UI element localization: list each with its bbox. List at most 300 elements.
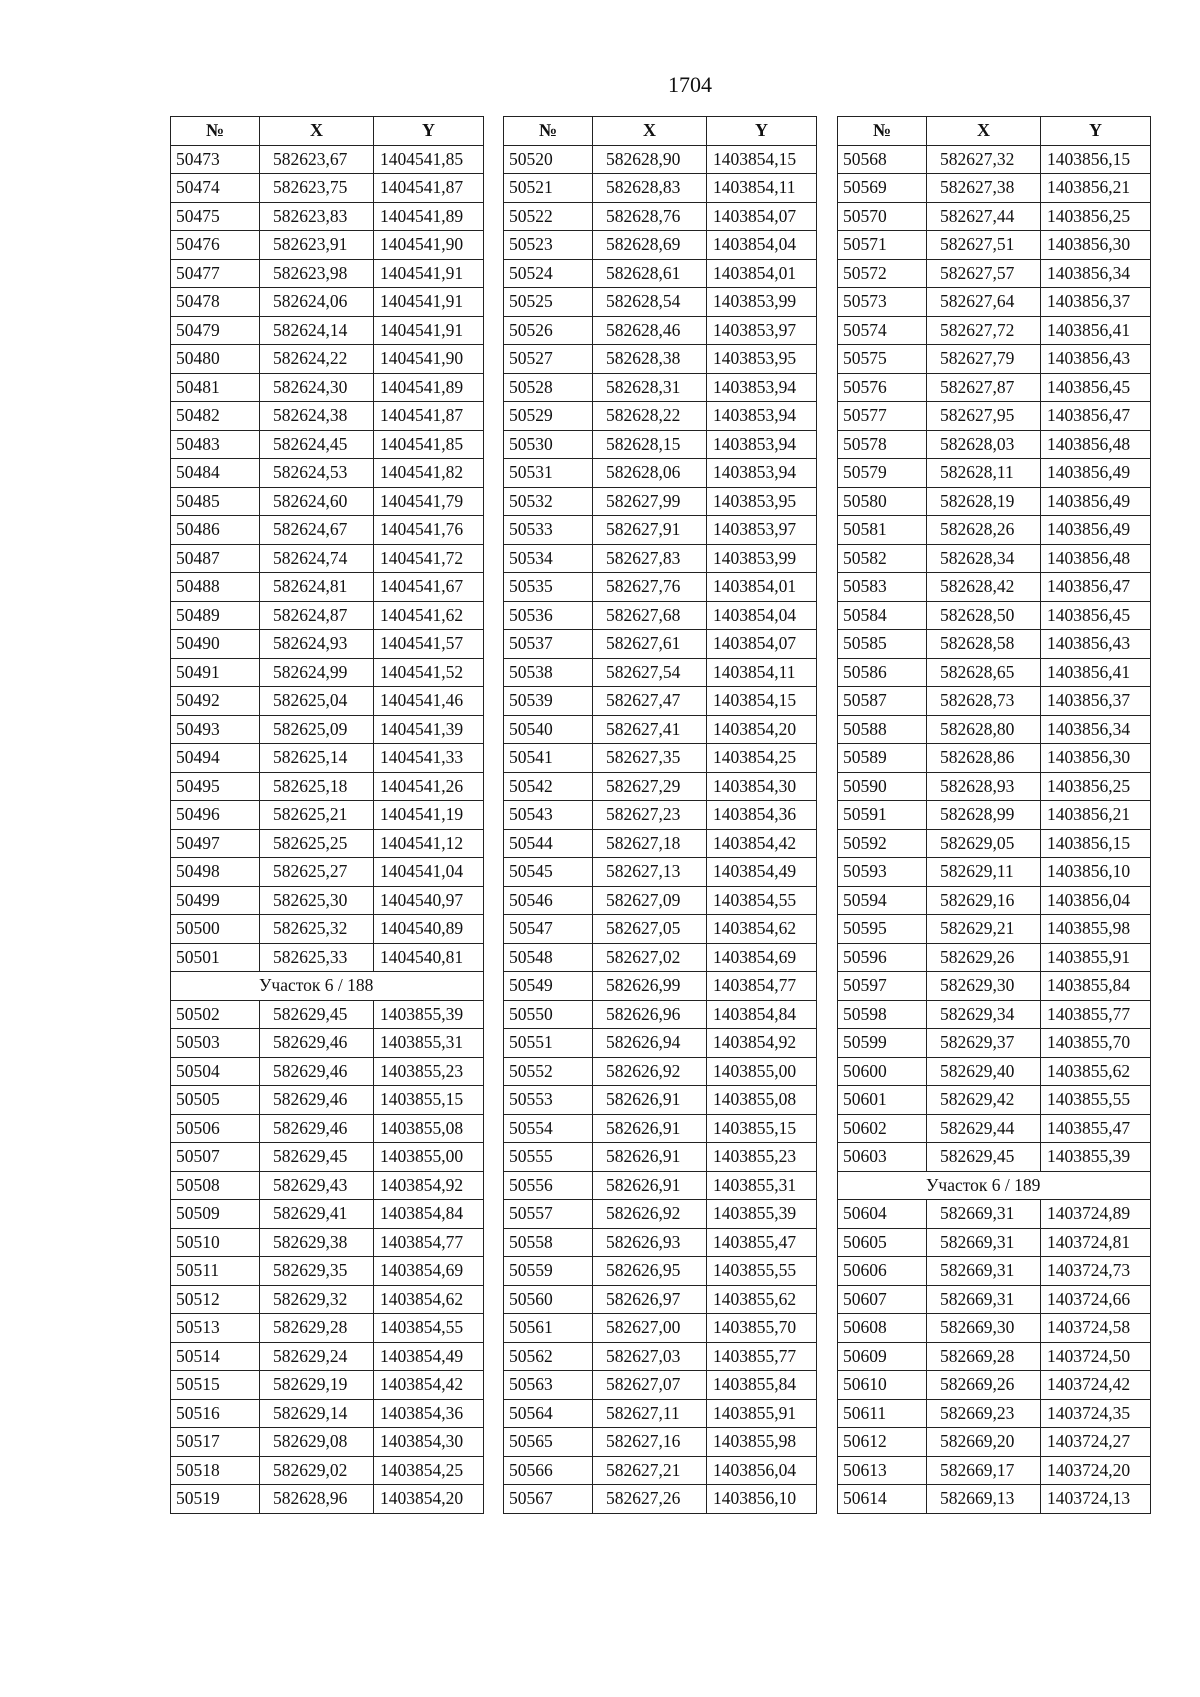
y-coordinate-cell: 1403853,99 <box>707 288 817 317</box>
table-row <box>838 601 1151 630</box>
table-row <box>838 1086 1151 1115</box>
point-number-cell: 50584 <box>838 601 927 630</box>
point-number-cell: 50564 <box>504 1399 593 1428</box>
y-coordinate-cell: 1403855,08 <box>374 1114 484 1143</box>
x-coordinate-cell: 582627,47 <box>593 687 707 716</box>
point-number-cell: 50604 <box>838 1200 927 1229</box>
y-coordinate-cell: 1403724,66 <box>1041 1285 1151 1314</box>
header-y: Y <box>374 117 484 146</box>
y-coordinate-cell: 1404541,89 <box>374 202 484 231</box>
table-row <box>171 1057 484 1086</box>
table-row <box>504 658 817 687</box>
x-coordinate-cell: 582625,27 <box>260 858 374 887</box>
x-coordinate-cell: 582629,40 <box>927 1057 1041 1086</box>
table-row <box>504 1029 817 1058</box>
point-number-cell: 50491 <box>171 658 260 687</box>
table-row <box>171 772 484 801</box>
table-row <box>171 630 484 659</box>
y-coordinate-cell: 1403853,94 <box>707 373 817 402</box>
y-coordinate-cell: 1403724,35 <box>1041 1399 1151 1428</box>
x-coordinate-cell: 582626,91 <box>593 1143 707 1172</box>
point-number-cell: 50535 <box>504 573 593 602</box>
x-coordinate-cell: 582628,19 <box>927 487 1041 516</box>
point-number-cell: 50522 <box>504 202 593 231</box>
point-number-cell: 50509 <box>171 1200 260 1229</box>
table-row <box>838 373 1151 402</box>
x-coordinate-cell: 582629,08 <box>260 1428 374 1457</box>
table-row <box>171 1342 484 1371</box>
x-coordinate-cell: 582627,29 <box>593 772 707 801</box>
y-coordinate-cell: 1403855,39 <box>707 1200 817 1229</box>
table-row <box>504 1000 817 1029</box>
table-row <box>171 373 484 402</box>
table-row <box>838 801 1151 830</box>
x-coordinate-cell: 582626,91 <box>593 1114 707 1143</box>
y-coordinate-cell: 1403854,55 <box>707 886 817 915</box>
point-number-cell: 50504 <box>171 1057 260 1086</box>
point-number-cell: 50533 <box>504 516 593 545</box>
y-coordinate-cell: 1403854,01 <box>707 259 817 288</box>
table-row <box>504 630 817 659</box>
table-row <box>504 573 817 602</box>
x-coordinate-cell: 582669,31 <box>927 1285 1041 1314</box>
point-number-cell: 50505 <box>171 1086 260 1115</box>
y-coordinate-cell: 1403853,94 <box>707 459 817 488</box>
y-coordinate-cell: 1403854,55 <box>374 1314 484 1343</box>
point-number-cell: 50545 <box>504 858 593 887</box>
point-number-cell: 50601 <box>838 1086 927 1115</box>
y-coordinate-cell: 1403854,11 <box>707 658 817 687</box>
point-number-cell: 50605 <box>838 1228 927 1257</box>
table-row <box>171 573 484 602</box>
table-row <box>838 345 1151 374</box>
y-coordinate-cell: 1403855,39 <box>374 1000 484 1029</box>
point-number-cell: 50483 <box>171 430 260 459</box>
y-coordinate-cell: 1403856,21 <box>1041 801 1151 830</box>
x-coordinate-cell: 582623,83 <box>260 202 374 231</box>
point-number-cell: 50585 <box>838 630 927 659</box>
x-coordinate-cell: 582629,11 <box>927 858 1041 887</box>
table-row <box>504 744 817 773</box>
point-number-cell: 50608 <box>838 1314 927 1343</box>
y-coordinate-cell: 1404541,85 <box>374 430 484 459</box>
x-coordinate-cell: 582627,26 <box>593 1485 707 1514</box>
point-number-cell: 50475 <box>171 202 260 231</box>
point-number-cell: 50609 <box>838 1342 927 1371</box>
x-coordinate-cell: 582626,92 <box>593 1057 707 1086</box>
y-coordinate-cell: 1403856,43 <box>1041 630 1151 659</box>
x-coordinate-cell: 582628,50 <box>927 601 1041 630</box>
y-coordinate-cell: 1403856,37 <box>1041 288 1151 317</box>
x-coordinate-cell: 582627,07 <box>593 1371 707 1400</box>
point-number-cell: 50559 <box>504 1257 593 1286</box>
y-coordinate-cell: 1403855,47 <box>1041 1114 1151 1143</box>
point-number-cell: 50519 <box>171 1485 260 1514</box>
x-coordinate-cell: 582627,11 <box>593 1399 707 1428</box>
header-no: № <box>171 117 260 146</box>
table-row <box>504 1114 817 1143</box>
x-coordinate-cell: 582625,33 <box>260 943 374 972</box>
point-number-cell: 50565 <box>504 1428 593 1457</box>
point-number-cell: 50534 <box>504 544 593 573</box>
coordinate-table-1 <box>170 116 484 1514</box>
y-coordinate-cell: 1403854,25 <box>374 1456 484 1485</box>
point-number-cell: 50573 <box>838 288 927 317</box>
point-number-cell: 50499 <box>171 886 260 915</box>
point-number-cell: 50544 <box>504 829 593 858</box>
x-coordinate-cell: 582627,35 <box>593 744 707 773</box>
y-coordinate-cell: 1403856,21 <box>1041 174 1151 203</box>
point-number-cell: 50550 <box>504 1000 593 1029</box>
x-coordinate-cell: 582628,34 <box>927 544 1041 573</box>
point-number-cell: 50558 <box>504 1228 593 1257</box>
x-coordinate-cell: 582627,41 <box>593 715 707 744</box>
y-coordinate-cell: 1404541,52 <box>374 658 484 687</box>
x-coordinate-cell: 582623,67 <box>260 145 374 174</box>
y-coordinate-cell: 1403855,91 <box>707 1399 817 1428</box>
table-header-row <box>171 117 484 146</box>
x-coordinate-cell: 582625,21 <box>260 801 374 830</box>
point-number-cell: 50525 <box>504 288 593 317</box>
point-number-cell: 50539 <box>504 687 593 716</box>
y-coordinate-cell: 1403855,62 <box>707 1285 817 1314</box>
point-number-cell: 50588 <box>838 715 927 744</box>
x-coordinate-cell: 582627,44 <box>927 202 1041 231</box>
section-label: Участок 6 / 188 <box>171 972 484 1001</box>
x-coordinate-cell: 582625,18 <box>260 772 374 801</box>
table-row <box>504 915 817 944</box>
point-number-cell: 50602 <box>838 1114 927 1143</box>
point-number-cell: 50529 <box>504 402 593 431</box>
x-coordinate-cell: 582628,80 <box>927 715 1041 744</box>
x-coordinate-cell: 582629,26 <box>927 943 1041 972</box>
table-row <box>838 1200 1151 1229</box>
table-row <box>838 1456 1151 1485</box>
table-row <box>504 544 817 573</box>
point-number-cell: 50597 <box>838 972 927 1001</box>
y-coordinate-cell: 1403854,77 <box>707 972 817 1001</box>
x-coordinate-cell: 582626,91 <box>593 1171 707 1200</box>
x-coordinate-cell: 582628,96 <box>260 1485 374 1514</box>
x-coordinate-cell: 582669,20 <box>927 1428 1041 1457</box>
x-coordinate-cell: 582627,21 <box>593 1456 707 1485</box>
point-number-cell: 50576 <box>838 373 927 402</box>
x-coordinate-cell: 582669,26 <box>927 1371 1041 1400</box>
table-row <box>171 1314 484 1343</box>
table-row <box>171 1000 484 1029</box>
x-coordinate-cell: 582628,93 <box>927 772 1041 801</box>
point-number-cell: 50520 <box>504 145 593 174</box>
table-row <box>171 1029 484 1058</box>
table-row <box>838 1000 1151 1029</box>
x-coordinate-cell: 582626,97 <box>593 1285 707 1314</box>
y-coordinate-cell: 1403855,98 <box>707 1428 817 1457</box>
point-number-cell: 50580 <box>838 487 927 516</box>
table-row <box>171 345 484 374</box>
x-coordinate-cell: 582629,44 <box>927 1114 1041 1143</box>
y-coordinate-cell: 1403853,94 <box>707 430 817 459</box>
x-coordinate-cell: 582629,35 <box>260 1257 374 1286</box>
y-coordinate-cell: 1403853,99 <box>707 544 817 573</box>
x-coordinate-cell: 582628,61 <box>593 259 707 288</box>
y-coordinate-cell: 1403855,55 <box>707 1257 817 1286</box>
point-number-cell: 50476 <box>171 231 260 260</box>
x-coordinate-cell: 582629,41 <box>260 1200 374 1229</box>
table-row <box>171 915 484 944</box>
point-number-cell: 50561 <box>504 1314 593 1343</box>
x-coordinate-cell: 582628,58 <box>927 630 1041 659</box>
x-coordinate-cell: 582624,60 <box>260 487 374 516</box>
y-coordinate-cell: 1404541,26 <box>374 772 484 801</box>
table-row <box>504 1086 817 1115</box>
table-row <box>504 687 817 716</box>
point-number-cell: 50607 <box>838 1285 927 1314</box>
y-coordinate-cell: 1403724,81 <box>1041 1228 1151 1257</box>
x-coordinate-cell: 582627,38 <box>927 174 1041 203</box>
x-coordinate-cell: 582629,38 <box>260 1228 374 1257</box>
point-number-cell: 50486 <box>171 516 260 545</box>
point-number-cell: 50569 <box>838 174 927 203</box>
table-row <box>171 202 484 231</box>
point-number-cell: 50571 <box>838 231 927 260</box>
table-row <box>838 1371 1151 1400</box>
y-coordinate-cell: 1404541,57 <box>374 630 484 659</box>
table-row <box>171 886 484 915</box>
table-row <box>171 1228 484 1257</box>
table-row <box>504 288 817 317</box>
point-number-cell: 50502 <box>171 1000 260 1029</box>
y-coordinate-cell: 1404541,67 <box>374 573 484 602</box>
x-coordinate-cell: 582629,42 <box>927 1086 1041 1115</box>
table-row <box>838 744 1151 773</box>
y-coordinate-cell: 1404541,90 <box>374 231 484 260</box>
point-number-cell: 50599 <box>838 1029 927 1058</box>
point-number-cell: 50562 <box>504 1342 593 1371</box>
table-row <box>838 1485 1151 1514</box>
point-number-cell: 50614 <box>838 1485 927 1514</box>
x-coordinate-cell: 582627,32 <box>927 145 1041 174</box>
x-coordinate-cell: 582624,14 <box>260 316 374 345</box>
x-coordinate-cell: 582669,23 <box>927 1399 1041 1428</box>
y-coordinate-cell: 1403854,62 <box>707 915 817 944</box>
table-row <box>171 801 484 830</box>
table-header-row <box>838 117 1151 146</box>
y-coordinate-cell: 1403855,31 <box>707 1171 817 1200</box>
x-coordinate-cell: 582624,30 <box>260 373 374 402</box>
point-number-cell: 50489 <box>171 601 260 630</box>
point-number-cell: 50493 <box>171 715 260 744</box>
point-number-cell: 50536 <box>504 601 593 630</box>
point-number-cell: 50611 <box>838 1399 927 1428</box>
table-row <box>838 487 1151 516</box>
x-coordinate-cell: 582628,06 <box>593 459 707 488</box>
y-coordinate-cell: 1403854,49 <box>707 858 817 887</box>
point-number-cell: 50512 <box>171 1285 260 1314</box>
table-header-row <box>504 117 817 146</box>
x-coordinate-cell: 582628,54 <box>593 288 707 317</box>
table-row <box>838 1285 1151 1314</box>
x-coordinate-cell: 582626,99 <box>593 972 707 1001</box>
table-row <box>504 516 817 545</box>
x-coordinate-cell: 582624,67 <box>260 516 374 545</box>
y-coordinate-cell: 1403856,04 <box>1041 886 1151 915</box>
point-number-cell: 50606 <box>838 1257 927 1286</box>
y-coordinate-cell: 1403856,04 <box>707 1456 817 1485</box>
table-row <box>171 544 484 573</box>
table-row <box>838 1228 1151 1257</box>
point-number-cell: 50510 <box>171 1228 260 1257</box>
point-number-cell: 50583 <box>838 573 927 602</box>
coordinate-table-2 <box>503 116 817 1514</box>
y-coordinate-cell: 1403856,10 <box>707 1485 817 1514</box>
table-row <box>504 402 817 431</box>
point-number-cell: 50477 <box>171 259 260 288</box>
point-number-cell: 50521 <box>504 174 593 203</box>
table-row <box>838 145 1151 174</box>
y-coordinate-cell: 1403855,77 <box>1041 1000 1151 1029</box>
table-row <box>838 430 1151 459</box>
y-coordinate-cell: 1404540,89 <box>374 915 484 944</box>
y-coordinate-cell: 1403724,73 <box>1041 1257 1151 1286</box>
y-coordinate-cell: 1403854,04 <box>707 601 817 630</box>
x-coordinate-cell: 582624,87 <box>260 601 374 630</box>
point-number-cell: 50552 <box>504 1057 593 1086</box>
table-row <box>171 1485 484 1514</box>
x-coordinate-cell: 582628,99 <box>927 801 1041 830</box>
header-x: X <box>593 117 707 146</box>
point-number-cell: 50480 <box>171 345 260 374</box>
point-number-cell: 50613 <box>838 1456 927 1485</box>
point-number-cell: 50528 <box>504 373 593 402</box>
y-coordinate-cell: 1403854,20 <box>707 715 817 744</box>
point-number-cell: 50514 <box>171 1342 260 1371</box>
x-coordinate-cell: 582627,05 <box>593 915 707 944</box>
point-number-cell: 50479 <box>171 316 260 345</box>
y-coordinate-cell: 1403854,69 <box>707 943 817 972</box>
point-number-cell: 50594 <box>838 886 927 915</box>
x-coordinate-cell: 582629,32 <box>260 1285 374 1314</box>
y-coordinate-cell: 1403854,07 <box>707 202 817 231</box>
x-coordinate-cell: 582628,26 <box>927 516 1041 545</box>
x-coordinate-cell: 582625,14 <box>260 744 374 773</box>
point-number-cell: 50575 <box>838 345 927 374</box>
point-number-cell: 50551 <box>504 1029 593 1058</box>
point-number-cell: 50567 <box>504 1485 593 1514</box>
table-row <box>171 1200 484 1229</box>
x-coordinate-cell: 582627,95 <box>927 402 1041 431</box>
table-row <box>504 972 817 1001</box>
y-coordinate-cell: 1404541,91 <box>374 259 484 288</box>
point-number-cell: 50556 <box>504 1171 593 1200</box>
point-number-cell: 50478 <box>171 288 260 317</box>
x-coordinate-cell: 582629,34 <box>927 1000 1041 1029</box>
point-number-cell: 50492 <box>171 687 260 716</box>
point-number-cell: 50516 <box>171 1399 260 1428</box>
y-coordinate-cell: 1403854,20 <box>374 1485 484 1514</box>
table-row <box>838 715 1151 744</box>
y-coordinate-cell: 1403855,15 <box>707 1114 817 1143</box>
table-row <box>504 202 817 231</box>
table-row <box>171 829 484 858</box>
point-number-cell: 50495 <box>171 772 260 801</box>
x-coordinate-cell: 582626,92 <box>593 1200 707 1229</box>
x-coordinate-cell: 582624,22 <box>260 345 374 374</box>
x-coordinate-cell: 582669,28 <box>927 1342 1041 1371</box>
y-coordinate-cell: 1403854,36 <box>707 801 817 830</box>
x-coordinate-cell: 582627,54 <box>593 658 707 687</box>
point-number-cell: 50563 <box>504 1371 593 1400</box>
x-coordinate-cell: 582628,73 <box>927 687 1041 716</box>
point-number-cell: 50612 <box>838 1428 927 1457</box>
y-coordinate-cell: 1403855,70 <box>707 1314 817 1343</box>
point-number-cell: 50572 <box>838 259 927 288</box>
table-row <box>838 972 1151 1001</box>
point-number-cell: 50506 <box>171 1114 260 1143</box>
table-row <box>504 1371 817 1400</box>
x-coordinate-cell: 582629,30 <box>927 972 1041 1001</box>
x-coordinate-cell: 582629,02 <box>260 1456 374 1485</box>
table-row <box>838 915 1151 944</box>
x-coordinate-cell: 582629,16 <box>927 886 1041 915</box>
x-coordinate-cell: 582628,86 <box>927 744 1041 773</box>
point-number-cell: 50554 <box>504 1114 593 1143</box>
point-number-cell: 50557 <box>504 1200 593 1229</box>
x-coordinate-cell: 582629,21 <box>927 915 1041 944</box>
table-row <box>171 259 484 288</box>
y-coordinate-cell: 1403855,62 <box>1041 1057 1151 1086</box>
point-number-cell: 50474 <box>171 174 260 203</box>
table-row <box>504 316 817 345</box>
point-number-cell: 50524 <box>504 259 593 288</box>
y-coordinate-cell: 1403854,42 <box>707 829 817 858</box>
header-x: X <box>927 117 1041 146</box>
table-row <box>504 1257 817 1286</box>
table-row <box>838 544 1151 573</box>
table-row <box>504 487 817 516</box>
table-row <box>171 1114 484 1143</box>
point-number-cell: 50574 <box>838 316 927 345</box>
y-coordinate-cell: 1403856,48 <box>1041 430 1151 459</box>
point-number-cell: 50487 <box>171 544 260 573</box>
table-row <box>504 601 817 630</box>
x-coordinate-cell: 582626,93 <box>593 1228 707 1257</box>
table-row <box>838 858 1151 887</box>
y-coordinate-cell: 1404541,90 <box>374 345 484 374</box>
y-coordinate-cell: 1404540,81 <box>374 943 484 972</box>
y-coordinate-cell: 1403855,47 <box>707 1228 817 1257</box>
table-row <box>838 402 1151 431</box>
point-number-cell: 50610 <box>838 1371 927 1400</box>
y-coordinate-cell: 1403724,27 <box>1041 1428 1151 1457</box>
table-row <box>838 772 1151 801</box>
x-coordinate-cell: 582627,91 <box>593 516 707 545</box>
x-coordinate-cell: 582629,46 <box>260 1057 374 1086</box>
y-coordinate-cell: 1403854,36 <box>374 1399 484 1428</box>
table-row <box>838 316 1151 345</box>
y-coordinate-cell: 1403856,41 <box>1041 316 1151 345</box>
table-row <box>504 459 817 488</box>
y-coordinate-cell: 1403856,25 <box>1041 202 1151 231</box>
point-number-cell: 50507 <box>171 1143 260 1172</box>
point-number-cell: 50473 <box>171 145 260 174</box>
table-row <box>504 1342 817 1371</box>
point-number-cell: 50481 <box>171 373 260 402</box>
point-number-cell: 50603 <box>838 1143 927 1172</box>
point-number-cell: 50582 <box>838 544 927 573</box>
point-number-cell: 50549 <box>504 972 593 1001</box>
x-coordinate-cell: 582669,31 <box>927 1228 1041 1257</box>
x-coordinate-cell: 582627,79 <box>927 345 1041 374</box>
